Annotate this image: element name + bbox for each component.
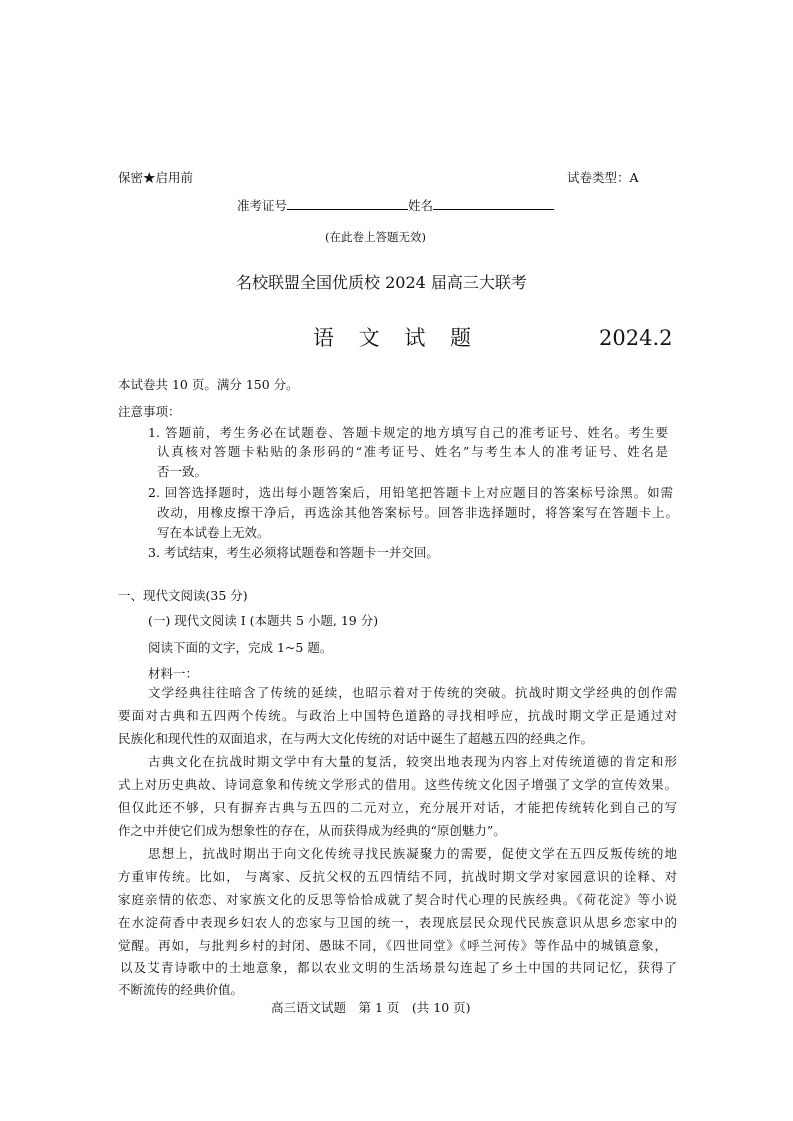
notice-line: 认真核对答题卡粘贴的条形码的“准考证号、姓名”与考生本人的准考证号、姓名是 (157, 444, 668, 459)
passage-line: 古典文化在抗战时期文学中有大量的复活，较突出地表现为内容上对传统道德的肯定和形 (148, 754, 677, 769)
subject-title: 语 文 试 题 (313, 326, 481, 350)
exam-title: 名校联盟全国优质校 2024 届高三大联考 (236, 273, 527, 292)
notice-line: 2. 回答选择题时，选出每小题答案后，用铅笔把答题卡上对应题目的答案标号涂黑。如需 (148, 485, 673, 500)
intro-text: 本试卷共 10 页。满分 150 分。 (118, 377, 299, 392)
exam-id-label: 准考证号 (237, 198, 288, 213)
passage-line: 家庭亲情的依恋、对家族文化的反思等恰恰成就了契合时代心理的民族经典。《荷花淀》等小说 (118, 892, 677, 907)
exam-date: 2024.2 (599, 326, 673, 350)
material-label: 材料一： (148, 666, 199, 681)
passage-line: 在水淀荷香中表现乡妇农人的恋家与卫国的统一，表现底层民众现代民族意识从思乡恋家中的 (118, 915, 677, 930)
name-field[interactable] (433, 197, 554, 210)
confidential-label: 保密★启用前 (118, 170, 194, 185)
exam-id-field[interactable] (287, 197, 408, 210)
page-footer: 高三语文试题 第 1 页 (共 10 页) (271, 1000, 471, 1015)
notice-line: 写在本试卷上无效。 (157, 525, 270, 540)
notice-line: 3. 考试结束，考生必须将试题卷和答题卡一并交回。 (148, 545, 439, 560)
passage-line: 要面对古典和五四两个传统。与政治上中国特色道路的寻找相呼应，抗战时期文学正是通过对 (118, 708, 677, 723)
exam-id-row (237, 197, 554, 214)
passage-line: 方重审传统。比如， 与离家、反抗父权的五四情结不同，抗战时期文学对家园意识的诠释、对 (118, 869, 677, 884)
section-heading: 一、现代文阅读(35 分) (118, 588, 248, 603)
reading-instruction: 阅读下面的文字，完成 1~5 题。 (148, 640, 333, 655)
paper-type-label: 试卷类型：A (567, 170, 639, 185)
passage-line: 作之中并使它们成为想象性的存在，从而获得成为经典的“原创魅力”。 (118, 823, 506, 838)
passage-line: 不断流传的经典价值。 (118, 982, 244, 997)
invalid-note: (在此卷上答题无效) (325, 230, 426, 244)
sub-section-heading: (一) 现代文阅读 Ⅰ (本题共 5 小题, 19 分) (148, 613, 379, 628)
passage-line: 民族化和现代性的双面追求，在与两大文化传统的对话中诞生了超越五四的经典之作。 (118, 731, 594, 746)
notice-line: 否一致。 (157, 464, 208, 479)
passage-line: 式上对历史典故、诗词意象和传统文学形式的借用。这些传统文化因子增强了文学的宣传效果。 (118, 777, 677, 792)
passage-line: 但仅此还不够，只有摒弃古典与五四的二元对立，充分展开对话，才能把传统转化到自己的写 (118, 800, 677, 815)
name-label: 姓名 (408, 198, 434, 213)
notice-heading: 注意事项： (118, 404, 181, 419)
passage-line: 觉醒。再如，与批判乡村的封闭、愚昧不同，《四世同堂》《呼兰河传》等作品中的城镇意象， (118, 938, 667, 953)
passage-line: 思想上，抗战时期出于向文化传统寻找民族凝聚力的需要，促使文学在五四反叛传统的地 (148, 846, 677, 861)
passage-line: 以及艾青诗歌中的土地意象，都以农业文明的生活场景勾连起了乡土中国的共同记忆，获得了 (120, 960, 677, 975)
notice-line: 1. 答题前，考生务必在试题卷、答题卡规定的地方填写自己的准考证号、姓名。考生要 (148, 425, 668, 440)
notice-line: 改动，用橡皮擦干净后，再选涂其他答案标号。回答非选择题时，将答案写在答题卡上。 (157, 505, 678, 520)
passage-line: 文学经典往往暗含了传统的延续，也昭示着对于传统的突破。抗战时期文学经典的创作需 (148, 685, 677, 700)
